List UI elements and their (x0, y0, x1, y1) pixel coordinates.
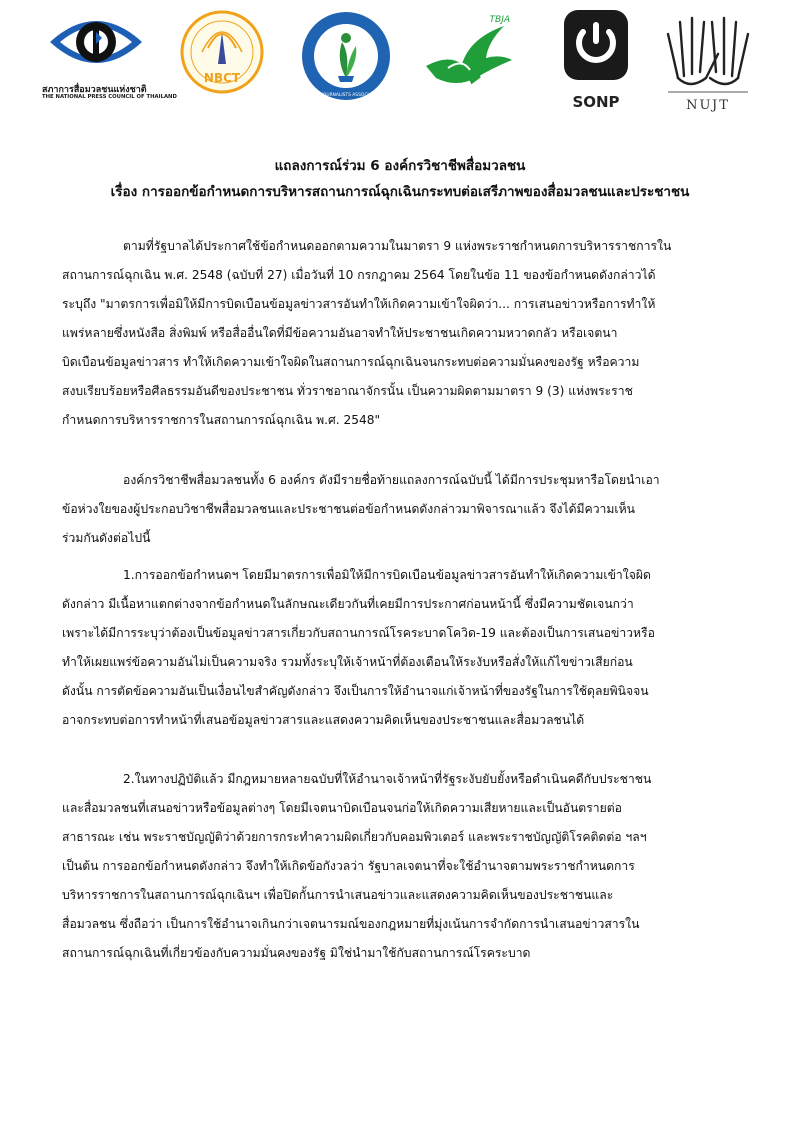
tja-emblem-icon (298, 8, 394, 104)
paragraph-line: ตามที่รัฐบาลได้ประกาศใช้ข้อกำหนดออกตามความในมาตรา 9 แห่งพระราชกำหนดการบริหารราชการใน (123, 239, 672, 253)
list-item-line: เป็นต้น การออกข้อกำหนดดังกล่าว จึงทำให้เกิดข้อกังวลว่า รัฐบาลเจตนาที่จะใช้อำนาจตามพระราชกำหนดการ (62, 859, 635, 873)
npct-caption-th: สภาการสื่อมวลชนแห่งชาติ (42, 85, 147, 95)
sonp-logo (556, 8, 636, 112)
paragraph-line: ร่วมกันดังต่อไปนี้ (62, 531, 151, 545)
nbct-logo-text: NBCT (203, 71, 241, 85)
paragraph-line: องค์กรวิชาชีพสื่อมวลชนทั้ง 6 องค์กร ดังมีรายชื่อท้ายแถลงการณ์ฉบับนี้ ได้มีการประชุมหารือโดยนำเอา (123, 473, 660, 487)
npct-caption-en: THE NATIONAL PRESS COUNCIL OF THAILAND (42, 94, 177, 100)
hands-icon (660, 8, 756, 112)
list-item-line: เพราะได้มีการระบุว่าต้องเป็นข้อมูลข่าวสารเกี่ยวกับสถานการณ์โรคระบาดโควิด-19 และต้องเป็นการเสนอข่าวหรือ (62, 626, 655, 640)
list-item-line: บริหารราชการในสถานการณ์ฉุกเฉินฯ เพื่อปิดกั้นการนำเสนอข่าวและแสดงความคิดเห็นของประชาชนและ (62, 888, 614, 902)
paragraph-line: แพร่หลายซึ่งหนังสือ สิ่งพิมพ์ หรือสื่ออื่นใดที่มีข้อความอันอาจทำให้ประชาชนเกิดความหวาดกลัว หรือเจตนา (62, 326, 618, 340)
paragraph-line: สงบเรียบร้อยหรือศีลธรรมอันดีของประชาชน ทั่วราชอาณาจักรนั้น เป็นความผิดตามมาตรา 9 (3) แห่งพระราช (62, 384, 633, 398)
list-item-line: และสื่อมวลชนที่เสนอข่าวหรือข้อมูลต่างๆ โดยมีเจตนาบิดเบือนจนก่อให้เกิดความเสียหายและเป็นอันตรายต่อ (62, 801, 622, 815)
paragraph-line: สถานการณ์ฉุกเฉิน พ.ศ. 2548 (ฉบับที่ 27) เมื่อวันที่ 10 กรกฎาคม 2564 โดยในข้อ 11 ของข้อกำหนดดังกล่าวได้ (62, 268, 656, 282)
document-title: แถลงการณ์ร่วม 6 องค์กรวิชาชีพสื่อมวลชน (274, 158, 526, 174)
paragraph-line: ข้อห่วงใยของผู้ประกอบวิชาชีพสื่อมวลชนและประชาชนต่อข้อกำหนดดังกล่าวมาพิจารณาแล้ว จึงได้มีความเห็น (62, 502, 635, 516)
nujt-text: NUJT (686, 98, 730, 112)
list-item-line: 1.การออกข้อกำหนดฯ โดยมีมาตรการเพื่อมิให้มีการบิดเบือนข้อมูลข่าวสารอันทำให้เกิดความเข้าใจผิด (123, 568, 651, 582)
paragraph-line: บิดเบือนข้อมูลข่าวสาร ทำให้เกิดความเข้าใจผิดในสถานการณ์ฉุกเฉินจนกระทบต่อความมั่นคงของรัฐ หรือความ (62, 355, 640, 369)
bird-icon (418, 8, 522, 100)
list-item-line: อาจกระทบต่อการทำหน้าที่เสนอข้อมูลข่าวสารและแสดงความคิดเห็นของประชาชนและสื่อมวลชนได้ (62, 713, 585, 727)
npct-logo (42, 8, 177, 108)
list-item-line: ดังกล่าว มีเนื้อหาแตกต่างจากข้อกำหนดในลักษณะเดียวกันที่เคยมีการประกาศก่อนหน้านี้ ซึ่งมีความชัดเจนกว่า (62, 597, 634, 611)
tbja-text: TBJA (489, 15, 510, 25)
power-button-icon (556, 8, 636, 112)
list-item-line: สถานการณ์ฉุกเฉินที่เกี่ยวข้องกับความมั่นคงของรัฐ มิใช่นำมาใช้กับสถานการณ์โรคระบาด (62, 946, 531, 960)
tja-caption: THAI JOURNALISTS ASSOCIATION (309, 93, 383, 98)
paragraph-line: กำหนดการบริหารราชการในสถานการณ์ฉุกเฉิน พ.ศ. 2548" (62, 413, 381, 427)
list-item-line: สาธารณะ เช่น พระราชบัญญัติว่าด้วยการกระทำความผิดเกี่ยวกับคอมพิวเตอร์ และพระราชบัญญัติโรคติดต่อ ฯลฯ (62, 830, 647, 844)
sonp-text: SONP (572, 93, 620, 111)
tja-logo (298, 8, 394, 108)
nujt-logo (660, 8, 756, 112)
broadcast-tower-icon (178, 8, 266, 96)
list-item-line: สื่อมวลชน ซึ่งถือว่า เป็นการใช้อำนาจเกินกว่าเจตนารมณ์ของกฎหมายที่มุ่งเน้นการจำกัดการนำเสนอข่าวสารใน (62, 917, 640, 931)
nbct-logo (178, 8, 266, 108)
document-subject: เรื่อง การออกข้อกำหนดการบริหารสถานการณ์ฉุกเฉินกระทบต่อเสรีภาพของสื่อมวลชนและประชาชน (110, 184, 690, 200)
list-item-line: ทำให้เผยแพร่ข้อความอันไม่เป็นความจริง รวมทั้งระบุให้เจ้าหน้าที่ต้องเตือนให้ระงับหรือสั่งให้แก้ไขข่าวเสียก่อน (62, 655, 633, 669)
list-item-line: ดังนั้น การตัดข้อความอันเป็นเงื่อนไขสำคัญดังกล่าว จึงเป็นการให้อำนาจแก่เจ้าหน้าที่ของรัฐในการใช้ดุลยพินิจจน (62, 684, 649, 698)
eye-icon (46, 8, 146, 80)
paragraph-line: ระบุถึง "มาตรการเพื่อมิให้มีการบิดเบือนข้อมูลข่าวสารอันทำให้เกิดความเข้าใจผิดว่า... การเสนอข่าวหรือการทำให้ (62, 297, 656, 311)
tbja-logo (418, 8, 522, 108)
list-item-line: 2.ในทางปฏิบัติแล้ว มีกฎหมายหลายฉบับที่ให้อำนาจเจ้าหน้าที่รัฐระงับยับยั้งหรือดำเนินคดีกับประชาชน (123, 772, 652, 786)
